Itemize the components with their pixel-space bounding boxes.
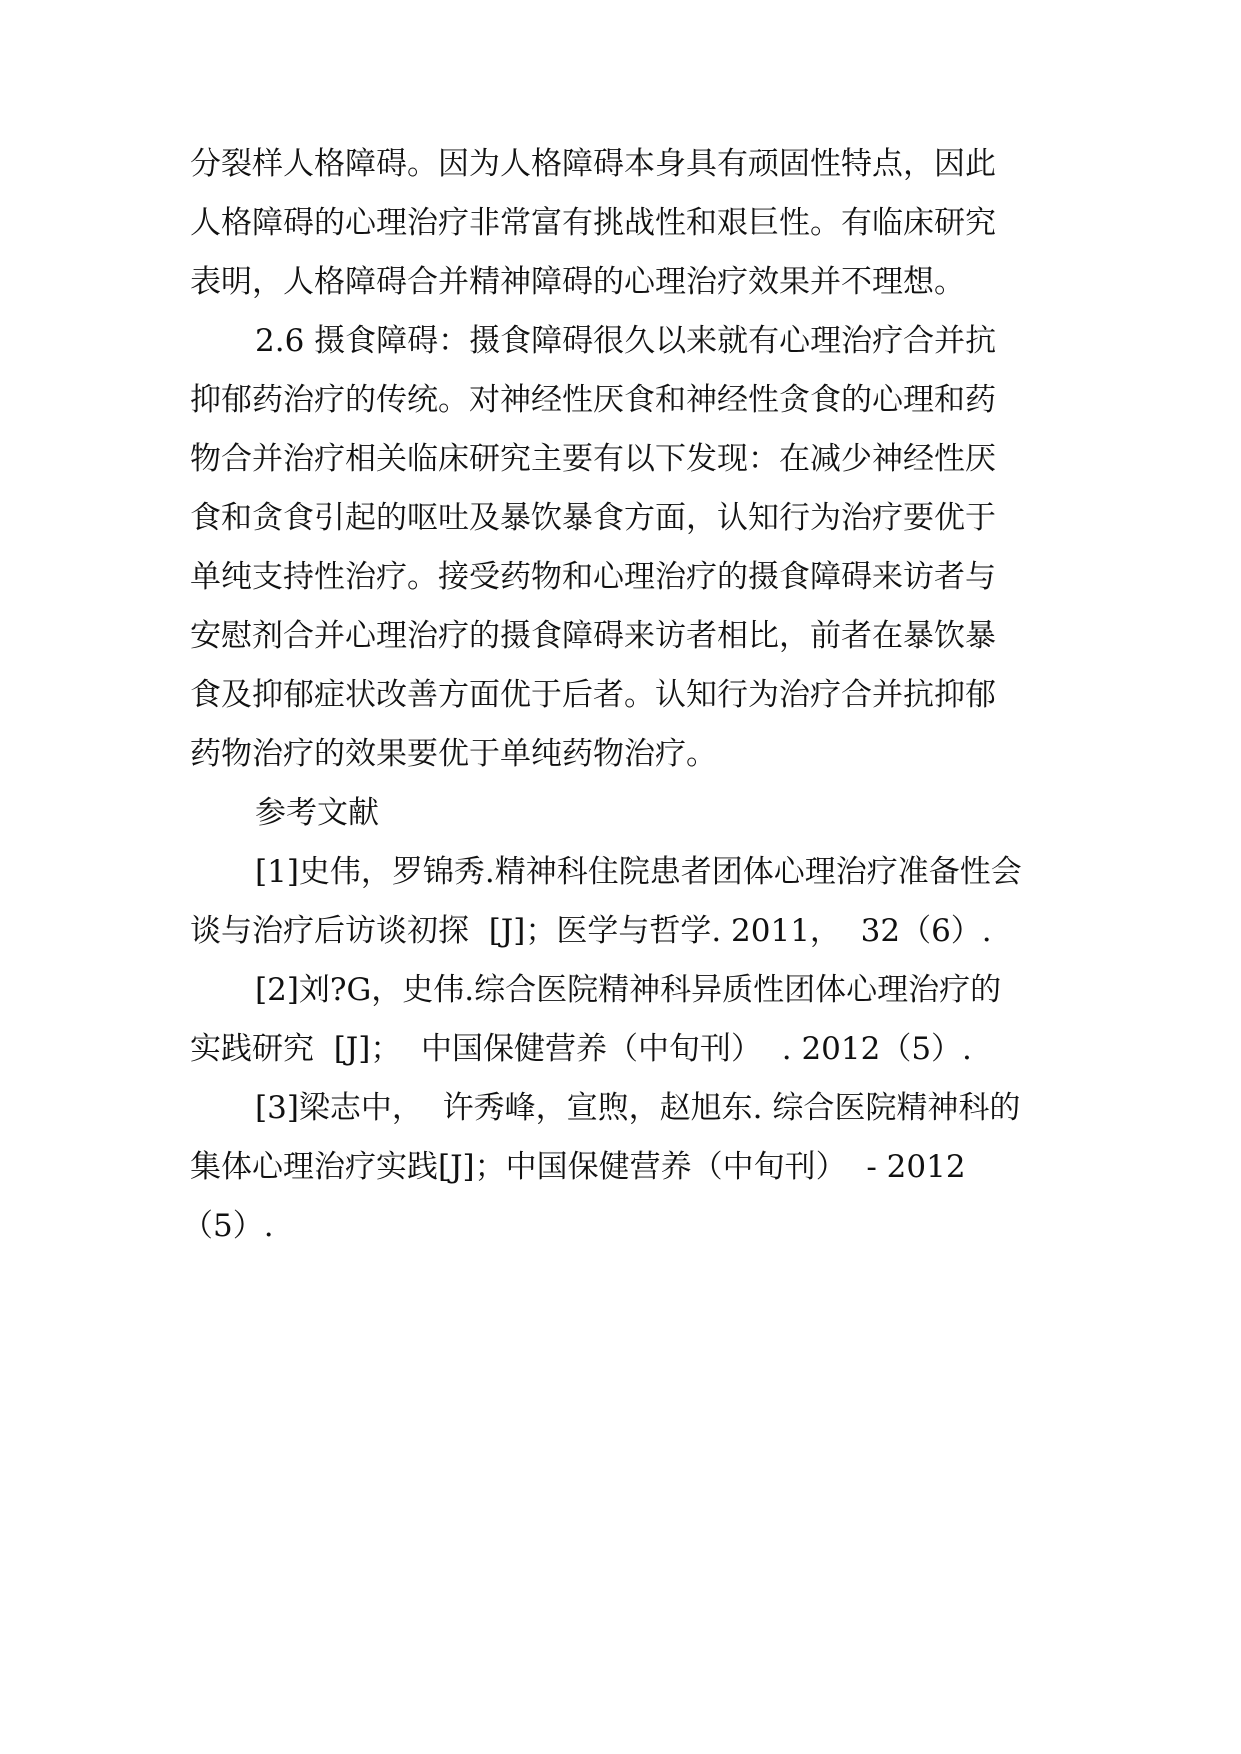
reference-line: [2]刘?G，史伟.综合医院精神科异质性团体心理治疗的 bbox=[255, 972, 1002, 1008]
section-heading-line: 2.6 摄食障碍：摄食障碍很久以来就有心理治疗合并抗 bbox=[255, 323, 997, 359]
body-text-line: 安慰剂合并心理治疗的摄食障碍来访者相比，前者在暴饮暴 bbox=[190, 618, 996, 654]
body-text-line: 人格障碍的心理治疗非常富有挑战性和艰巨性。有临床研究 bbox=[190, 205, 996, 241]
body-text-line: 抑郁药治疗的传统。对神经性厌食和神经性贪食的心理和药 bbox=[190, 382, 996, 418]
reference-line: 实践研究 [J]； 中国保健营养（中旬刊） . 2012（5）. bbox=[190, 1031, 972, 1067]
body-text-line: 单纯支持性治疗。接受药物和心理治疗的摄食障碍来访者与 bbox=[190, 559, 996, 595]
reference-line: 谈与治疗后访谈初探 [J]；医学与哲学. 2011， 32（6）. bbox=[190, 913, 992, 949]
reference-line: [3]梁志中， 许秀峰，宣煦，赵旭东. 综合医院精神科的 bbox=[255, 1090, 1021, 1126]
reference-line: [1]史伟，罗锦秀.精神科住院患者团体心理治疗准备性会 bbox=[255, 854, 1022, 890]
body-text-line: 表明，人格障碍合并精神障碍的心理治疗效果并不理想。 bbox=[190, 264, 965, 300]
references-heading: 参考文献 bbox=[255, 795, 379, 831]
body-text-line: 食及抑郁症状改善方面优于后者。认知行为治疗合并抗抑郁 bbox=[190, 677, 996, 713]
body-text-line: 食和贪食引起的呕吐及暴饮暴食方面，认知行为治疗要优于 bbox=[190, 500, 996, 536]
body-text-line: 分裂样人格障碍。因为人格障碍本身具有顽固性特点，因此 bbox=[190, 146, 996, 182]
body-text-line: 物合并治疗相关临床研究主要有以下发现：在减少神经性厌 bbox=[190, 441, 996, 477]
reference-line: （5）. bbox=[182, 1208, 274, 1244]
reference-line: 集体心理治疗实践[J]；中国保健营养（中旬刊） - 2012 bbox=[190, 1149, 966, 1185]
body-text-line: 药物治疗的效果要优于单纯药物治疗。 bbox=[190, 736, 717, 772]
